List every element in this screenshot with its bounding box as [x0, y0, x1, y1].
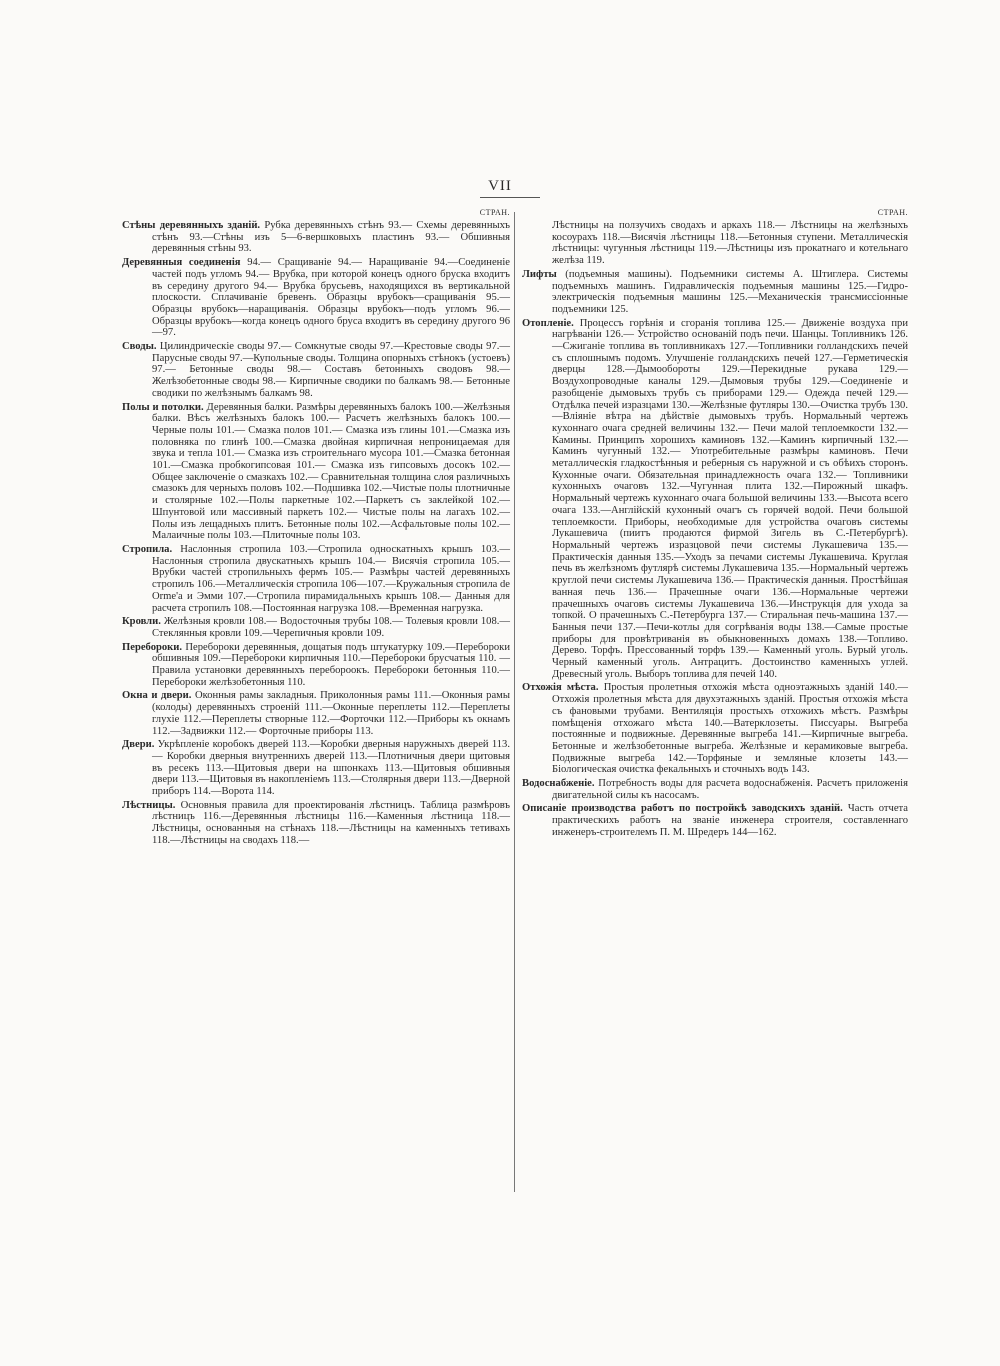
left-column: [122, 208, 510, 849]
entry-text: Потребность воды для расчета водоснабженія. Расчетъ приложенія двигательной силы къ насосамъ.: [552, 778, 908, 801]
toc-entry: [122, 341, 510, 400]
entry-heading: Водоснабженіе.: [522, 778, 595, 790]
entry-heading: Стропила.: [122, 543, 173, 555]
toc-entry: [122, 220, 510, 255]
toc-entry-continued: [522, 220, 908, 267]
column-divider: [514, 212, 515, 1192]
page-column-label: СТРАН.: [877, 208, 908, 217]
entry-heading: Отхожія мѣста.: [522, 682, 599, 694]
entry-heading: Отопленіе.: [522, 317, 574, 329]
page-number-rule: [480, 197, 540, 198]
entry-heading: Описаніе производства работъ по постройкѣ заводскихъ зданій.: [522, 803, 843, 815]
entry-heading: Кровли.: [122, 616, 161, 628]
right-column: [522, 208, 908, 841]
entry-text: Оконныя рамы закладныя. Приколонныя рамы 111.—Оконныя рамы (колоды) деревянныхъ строеній 111.—Оконные переплеты 112.—Переплеты глухіе 112.—Переплеты створные 112.—Форточки 112.—Приборы къ окнамъ 112.—Задвижки 112.— Форточные приборы 113.: [152, 690, 511, 737]
toc-entry: [122, 739, 510, 798]
entry-heading: Своды.: [122, 341, 157, 353]
entry-text: Укрѣпленіе коробокъ дверей 113.—Коробки дверныя наружныхъ дверей 113.— Коробки дверныя внутреннихъ дверей 113.—Плотничныя двери щитовыя въ ресекъ 113.—Щитовыя двери на шпонкахъ 113.—Щитовыя обшивныя двери 113.—Щитовыя въ накопленіемъ 113.—Столярныя двери 113.—Дверной приборъ 114.—Ворота 114.: [152, 739, 510, 798]
entry-heading: Деревянныя соединенія: [122, 257, 241, 269]
toc-entry: [122, 642, 510, 689]
entry-text: Деревянныя балки. Размѣры деревянныхъ балокъ 100.—Желѣзныя балки. Вѣсъ желѣзныхъ балокъ 100.— Расчетъ желѣзныхъ балокъ 100.— Черные полы 101.— Смазка полов 101.— Смазка изъ глины 101.—Смазка изъ половняка по глинѣ 100.—Смазка двойная кирпичная непроницаемая для звука и тепла 101.— Смазка изъ строительнаго мусора 101.—Смазка бетонная 101.—Смазка пробкогипсовая 101.— Смазка изъ гипсовыхъ досокъ 102.— Общее заключеніе о смазкахъ 102.— Сравнительная толщина слоя различныхъ смазокъ для черныхъ половъ 102.—Подшивка 102.—Чистые полы плотничные и столярные 102.—Полы паркетные 102.—Паркетъ съ заклейкой 102.—Шпунтовой или массивный паркетъ 102.— Чистые полы на лагахъ 102.—Полы изъ лещадныхъ плитъ. Бетонные полы 102.—Асфальтовые полы 102.—Малаичные полы 103.—Плиточные полы 103.: [152, 401, 510, 542]
page-column-label: СТРАН.: [479, 208, 510, 217]
toc-entry: [522, 318, 908, 681]
toc-entry: [122, 257, 510, 339]
entry-text: Рубка деревянныхъ стѣнъ 93.— Схемы деревянныхъ стѣнъ 93.—Стѣны изъ 5—6-вершковыхъ пластинъ 93.— Обшивныя деревянныя стѣны 93.: [152, 220, 510, 255]
page-number: VII: [488, 178, 512, 194]
entry-text: Часть отчета практическихъ работъ на званіе инженера строителя, составленнаго инженеръ-строителемъ П. М. Шредеръ 144—162.: [552, 803, 908, 838]
entry-text: Наслонныя стропила 103.—Стропила односкатныхъ крышъ 103.— Наслонныя стропила двускатныхъ крышъ 104.— Висячія стропила 105.— Врубки частей стропильныхъ фермъ 105.— Размѣры частей деревянныхъ стропилъ 106.—Металлическія стропила 106—107.—Кружальныя стропила de Orme'а и Эмми 107.—Стропила пирамидальныхъ крышъ 108.— Данныя для расчета стропилъ 108.—Постоянная нагрузка 108.—Временная нагрузка.: [152, 543, 510, 614]
entry-heading: Стѣны деревянныхъ зданій.: [122, 220, 261, 231]
entry-heading: Двери.: [122, 739, 155, 751]
toc-entry: [522, 269, 908, 316]
entry-text: Цилиндрическіе своды 97.— Сомкнутые своды 97.—Крестовые своды 97.—Парусные своды 97.—Купольные своды. Толщина опорныхъ стѣнокъ (устоевъ) 97.— Бетонные своды 98.— Составъ бетонныхъ сводовъ 98.—Желѣзобетонные своды 98.— Кирпичные сводики по балкамъ 98.— Бетонные сводики по желѣзнымъ балкамъ 98.: [152, 341, 510, 399]
toc-entry: [522, 682, 908, 776]
entry-text: Лѣстницы на ползучихъ сводахъ и аркахъ 118.— Лѣстницы на желѣзныхъ косоурахъ 118.—Висячія лѣстницы 118.—Бетонныя ступени. Металлическія лѣстницы: чугунныя лѣстницы 119.—Лѣстницы изъ прокатнаго и котельнаго желѣза 119.: [552, 220, 908, 267]
entry-text: 94.— Сращиваніе 94.— Наращиваніе 94.—Соединеніе частей подъ угломъ 94.— Врубка, при которой конецъ одного бруска входитъ въ середину другого 94.— Врубка брусьевъ, находящихся въ вертикальной плоскости. Сплачиваніе бревенъ. Образцы врубокъ—сращиванія 95.—Образцы врубокъ—наращиванія. Образцы врубокъ—подъ угломъ 96.—Образцы врубокъ—когда конецъ одного бруса входитъ въ середину другого 96—97.: [152, 257, 510, 339]
toc-entry: [522, 778, 908, 801]
entry-heading: Перебороки.: [122, 641, 183, 653]
entry-heading: Лифты: [522, 268, 557, 280]
entry-text: Процессъ горѣнія и сгоранія топлива 125.— Движеніе воздуха при нагрѣваніи 126.— Устройство основаній подъ печи. Шанцы. Топливникъ 126.—Сжиганіе топлива въ топливникахъ 127.—Топливники голландскихъ печей съ сплошнымъ подомъ. Улучшеніе голландскихъ печей 127.—Герметическія дверцы 128.—Дымообороты 129.—Перекидные рукава 129.— Воздухопроводные каналы 129.—Дымовыя трубы 129.—Соединеніе и разобщеніе дымовыхъ трубъ съ приборами 129.— Одежда печей 129.— Отдѣлка печей изразцами 130.—Желѣзные футляры 130.—Очистка трубъ 130.—Вліяніе вѣтра на дѣйствіе дымовыхъ трубъ. Нормальный чертежъ кухоннаго очага средней величины 132.— Печи малой теплоемкости 132.— Камины. Принципъ хорошихъ каминовъ 132.—Каминъ кирпичный 132.—Каминъ чугунный 132.— Употребительные размѣры каминовъ. Печи металлическія гладкостѣнныя и реберныя съ наружной и съ обѣихъ сторонъ. Кухонные очаги. Обязательная принадлежность очага 132.— Топливники кухонныхъ очаговъ 132.—Чугунная плита 132.—Пирожный шкафъ. Нормальный чертежъ кухоннаго очага большой величины 133.—Высота всего очага 133.—Англійскій кухонный очагъ съ горячей водой. Печи большой теплоемкости. Приборы, необходимые для устройства очаговъ системы Лукашевича (пиитъ продаются фирмой Зигель въ С.-Петербургѣ). Нормальный чертежъ изразцовой печи системы Лукашевича 135.— Практическія данныя 135.—Уходъ за печами системы Лукашевича. Круглая печь въ желѣзномъ футлярѣ системы Лукашевича 135.—Нормальный чертежъ круглой печи системы Лукашевича 136.— Практическія данныя. Простѣйшая ванная печь 136.— Прачешные очаги 136.—Нормальные чертежи прачешныхъ очаговъ системы Лукашевича 136.—Инструкція для ухода за топкой. О прачешныхъ С.-Петербурга 137.— Стиральная печь-машина 137.—Банныя печи 137.—Печи-котлы для согрѣванія воды 138.—Самые простые приборы для провѣтриванія въ обыкновенныхъ домахъ 138.—Топливо. Дерево. Торфъ. Прессованный торфъ 139.— Каменный уголь. Бурый уголь. Черный каменный уголь. Антрацитъ. Достоинство каменныхъ углей. Древесный уголь. Выборъ топлива для печей 140.: [552, 317, 909, 680]
toc-entry: [122, 690, 510, 737]
entry-heading: Лѣстницы.: [122, 799, 176, 811]
toc-entry: [122, 616, 510, 639]
entry-text: Простыя пролетныя отхожія мѣста одноэтажныхъ зданій 140.— Отхожія пролетныя мѣста для двухэтажныхъ зданій. Простыя отхожія мѣста съ фановыми трубами. Вентиляція простыхъ отхожихъ мѣстъ. Размѣры помѣщенія отхожаго мѣста 140.—Ватерклозеты. Писсуары. Выгреба постоянные и подвижные. Деревянные выгреба 141.—Кирпичные выгреба. Бетонные и желѣзобетонные выгреба. Желѣзные и керамиковые выгреба. Подвижные выгреба 142.—Торфяные и земляные клозеты 143.— Біологическая очистка фекальныхъ и сточныхъ водъ 143.: [552, 682, 908, 776]
toc-entry: [122, 544, 510, 614]
entry-text: Основныя правила для проектированія лѣстницъ. Таблица размѣровъ лѣстницъ 116.—Деревянныя лѣстницы 116.—Каменныя лѣстница 118.— Лѣстницы, основанныя на стѣнахъ 118.—Лѣстницы на каменныхъ тетивахъ 118.—Лѣстницы на сводахъ 118.—: [152, 799, 510, 846]
toc-entry: [122, 402, 510, 542]
toc-entry: [522, 803, 908, 838]
entry-text: Желѣзныя кровли 108.— Водосточныя трубы 108.— Толевыя кровли 108.— Стеклянныя кровли 109.—Черепичныя кровли 109.: [152, 616, 510, 639]
entry-text: Перебороки деревянныя, дощатыя подъ штукатурку 109.—Перебороки обшивныя 109.—Перебороки кирпичныя 110.—Перебороки брусчатыя 110. — Правила установки деревянныхъ перебороокъ. Перебороки бетонныя 110.—Перебороки желѣзобетонныя 110.: [152, 641, 510, 688]
entry-heading: Полы и потолки.: [122, 401, 204, 413]
toc-entry: [122, 800, 510, 847]
entry-text: (подъемныя машины). Подъемники системы А. Штиглера. Системы подъемныхъ машинъ. Гидравлическія подъемныя машины 125.—Гидро-электрическія подъемныя машины 125.—Механическія трансмиссіонные подъемники 125.: [552, 268, 908, 315]
entry-heading: Окна и двери.: [122, 690, 192, 702]
